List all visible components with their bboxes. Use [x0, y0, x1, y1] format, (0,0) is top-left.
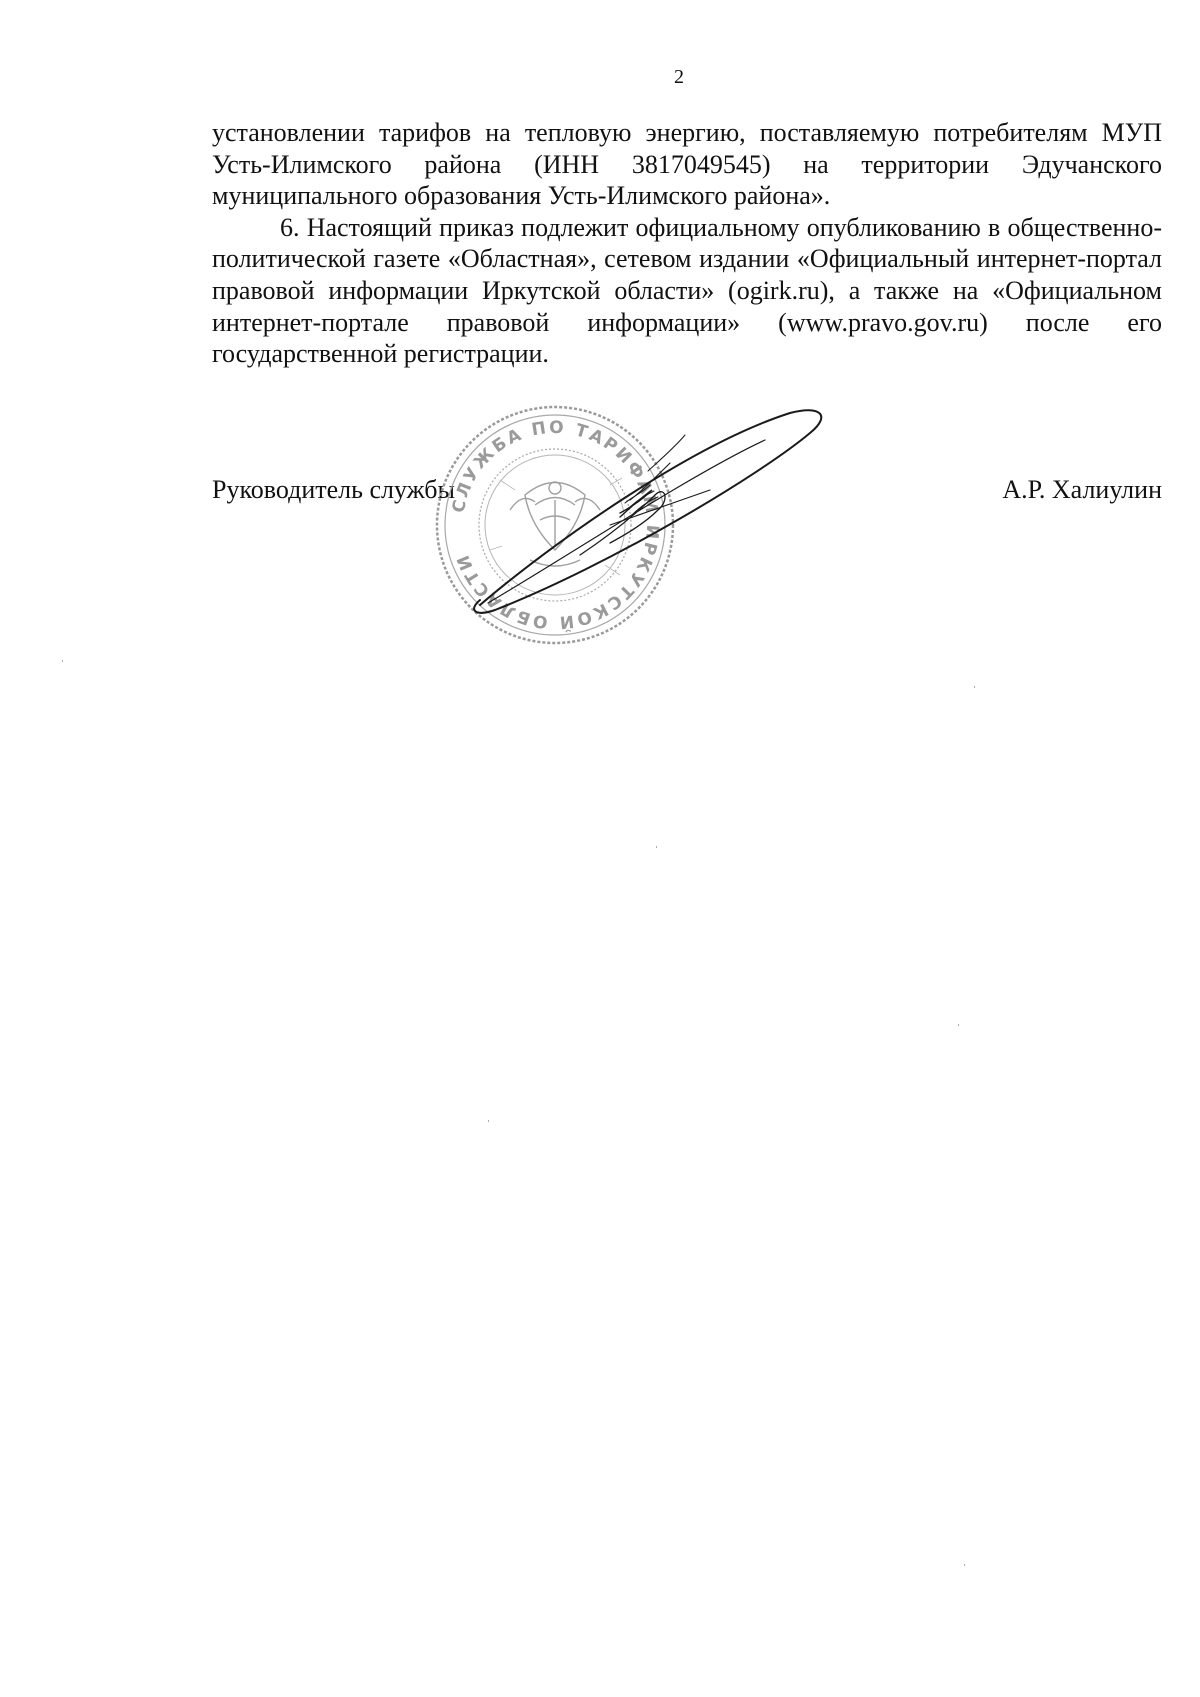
- svg-text:СЛУЖБА ПО ТАРИФАМ ИРКУТСКОЙ ОБ: СЛУЖБА ПО ТАРИФАМ ИРКУТСКОЙ ОБЛАСТИ: [448, 417, 663, 633]
- document-body: [212, 117, 1162, 370]
- scan-speck: [974, 686, 975, 688]
- scan-speck: [958, 1024, 959, 1026]
- scan-speck: [964, 1564, 965, 1566]
- paragraph-publication-clause: 6. Настоящий приказ подлежит официальному опубликованию в общественно-политической газете «Областная», сетевом издании «Официальный интернет-портал правовой информации Иркутской области» (ogirk.ru), а также на «Официальном интернет-портале правовой информации» (www.pravo.gov.ru) после его государственной регистрации.: [212, 212, 1162, 369]
- paragraph-tariff-reference: установлении тарифов на тепловую энергию, поставляемую потребителям МУП Усть-Илимского района (ИНН 3817049545) на территории Эдучанского муниципального образования Усть-Илимского района».: [212, 118, 1162, 211]
- scan-speck: [488, 1120, 489, 1122]
- signer-name: А.Р. Халиулин: [1002, 475, 1162, 504]
- scan-speck: [62, 660, 63, 662]
- signer-position: Руководитель службы: [212, 475, 455, 504]
- page-number: 2: [674, 66, 684, 88]
- handwritten-signature-icon: [460, 405, 840, 640]
- scan-speck: [656, 846, 657, 848]
